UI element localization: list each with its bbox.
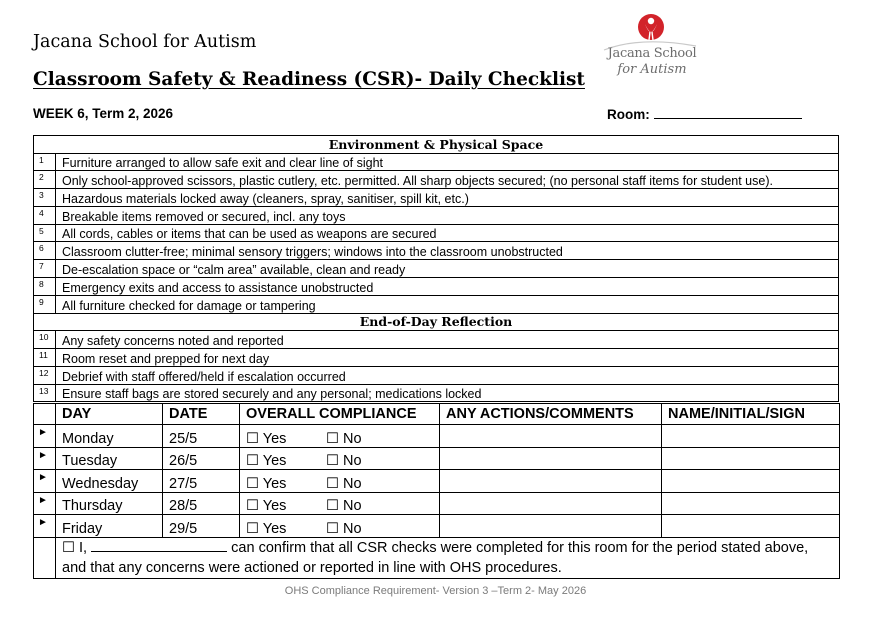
checklist-table [33, 135, 839, 402]
logo-text-line2: for Autism [617, 62, 687, 77]
item-number: 1 [34, 153, 56, 171]
checklist-row[interactable] [34, 331, 839, 349]
room-label: Room: [607, 107, 650, 122]
date-cell: 26/5 [163, 447, 240, 470]
checklist-item-text: De-escalation space or “calm area” available, clean and ready [56, 260, 839, 278]
checklist-row[interactable] [34, 171, 839, 189]
compliance-cell [240, 425, 440, 448]
checklist-row[interactable] [34, 295, 839, 313]
checklist-item-text: Breakable items removed or secured, incl. any toys [56, 206, 839, 224]
item-number: 8 [34, 278, 56, 296]
signature-cell[interactable] [662, 425, 840, 448]
checklist-item-text: All cords, cables or items that can be used as weapons are secured [56, 224, 839, 242]
header-sign: NAME/INITIAL/SIGN [662, 404, 840, 425]
no-checkbox[interactable]: ☐ No [326, 430, 362, 447]
checklist-item-text: Classroom clutter-free; minimal sensory triggers; windows into the classroom unobstructed [56, 242, 839, 260]
actions-comments-cell[interactable] [440, 515, 662, 538]
header-day: DAY [56, 404, 163, 425]
checklist-item-text: Any safety concerns noted and reported [56, 331, 839, 349]
checklist-row[interactable] [34, 189, 839, 207]
day-cell: Wednesday [56, 470, 163, 493]
row-arrow-icon: ► [34, 425, 56, 448]
checklist-row[interactable] [34, 348, 839, 366]
checklist-item-text: Only school-approved scissors, plastic cutlery, etc. permitted. All sharp objects secured; (no personal staff items for student use). [56, 171, 839, 189]
item-number: 6 [34, 242, 56, 260]
environment-section-title: Environment & Physical Space [34, 136, 839, 154]
reflection-section-row [34, 313, 839, 331]
item-number: 9 [34, 295, 56, 313]
daily-log-table [33, 403, 840, 579]
row-arrow-icon: ► [34, 447, 56, 470]
item-number: 11 [34, 348, 56, 366]
day-cell: Thursday [56, 492, 163, 515]
checklist-row[interactable] [34, 366, 839, 384]
signature-cell[interactable] [662, 470, 840, 493]
date-cell: 25/5 [163, 425, 240, 448]
yes-checkbox[interactable]: ☐ Yes [246, 520, 287, 537]
item-number: 2 [34, 171, 56, 189]
item-number: 3 [34, 189, 56, 207]
checklist-row[interactable] [34, 260, 839, 278]
date-cell: 28/5 [163, 492, 240, 515]
log-row [34, 515, 840, 538]
checklist-row[interactable] [34, 206, 839, 224]
signature-cell[interactable] [662, 515, 840, 538]
checklist-item-text: All furniture checked for damage or tampering [56, 295, 839, 313]
signature-cell[interactable] [662, 492, 840, 515]
compliance-cell [240, 492, 440, 515]
yes-checkbox[interactable]: ☐ Yes [246, 430, 287, 447]
school-name: Jacana School for Autism [33, 32, 257, 52]
log-row [34, 492, 840, 515]
no-checkbox[interactable]: ☐ No [326, 498, 362, 515]
checklist-item-text: Debrief with staff offered/held if escalation occurred [56, 366, 839, 384]
confirmation-statement [56, 537, 840, 578]
checklist-item-text: Hazardous materials locked away (cleaners, spray, sanitiser, spill kit, etc.) [56, 189, 839, 207]
compliance-cell [240, 447, 440, 470]
date-cell: 29/5 [163, 515, 240, 538]
item-number: 13 [34, 384, 56, 402]
row-arrow-icon: ► [34, 515, 56, 538]
header-date: DATE [163, 404, 240, 425]
header-actions: ANY ACTIONS/COMMENTS [440, 404, 662, 425]
confirm-text: can confirm that all CSR checks were completed for this room for the period stated above, and that any concerns were actioned or reported in line with OHS procedures. [62, 539, 809, 576]
log-row [34, 425, 840, 448]
checklist-row[interactable] [34, 384, 839, 402]
actions-comments-cell[interactable] [440, 447, 662, 470]
no-checkbox[interactable]: ☐ No [326, 475, 362, 492]
log-header-row [34, 404, 840, 425]
yes-checkbox[interactable]: ☐ Yes [246, 498, 287, 515]
log-row [34, 470, 840, 493]
checklist-row[interactable] [34, 278, 839, 296]
confirm-name-blank[interactable] [91, 538, 227, 552]
item-number: 4 [34, 206, 56, 224]
week-label: WEEK 6, Term 2, 2026 [33, 106, 174, 121]
row-arrow-icon: ► [34, 492, 56, 515]
signature-cell[interactable] [662, 447, 840, 470]
yes-checkbox[interactable]: ☐ Yes [246, 475, 287, 492]
checklist-item-text: Furniture arranged to allow safe exit and clear line of sight [56, 153, 839, 171]
compliance-cell [240, 515, 440, 538]
checklist-row[interactable] [34, 224, 839, 242]
item-number: 7 [34, 260, 56, 278]
school-logo [598, 10, 700, 82]
checklist-item-text: Ensure staff bags are stored securely and any personal; medications locked [56, 384, 839, 402]
no-checkbox[interactable]: ☐ No [326, 520, 362, 537]
checklist-item-text: Room reset and prepped for next day [56, 348, 839, 366]
actions-comments-cell[interactable] [440, 492, 662, 515]
item-number: 12 [34, 366, 56, 384]
item-number: 10 [34, 331, 56, 349]
footer-note: OHS Compliance Requirement- Version 3 –Term 2- May 2026 [284, 585, 587, 597]
checklist-row[interactable] [34, 153, 839, 171]
item-number: 5 [34, 224, 56, 242]
day-cell: Friday [56, 515, 163, 538]
day-cell: Tuesday [56, 447, 163, 470]
date-cell: 27/5 [163, 470, 240, 493]
reflection-section-title: End-of-Day Reflection [34, 313, 839, 331]
confirm-checkbox[interactable]: ☐ I, [62, 539, 88, 556]
checklist-item-text: Emergency exits and access to assistance unobstructed [56, 278, 839, 296]
yes-checkbox[interactable]: ☐ Yes [246, 453, 287, 470]
checklist-row[interactable] [34, 242, 839, 260]
row-arrow-icon: ► [34, 470, 56, 493]
compliance-cell [240, 470, 440, 493]
log-header-blank [34, 404, 56, 425]
room-blank-line[interactable] [654, 106, 802, 119]
no-checkbox[interactable]: ☐ No [326, 453, 362, 470]
document-title: Classroom Safety & Readiness (CSR)- Daily Checklist [33, 69, 585, 90]
confirmation-row [34, 537, 840, 578]
environment-section-row [34, 136, 839, 154]
confirmation-blank [34, 537, 56, 578]
room-field[interactable] [607, 106, 802, 122]
actions-comments-cell[interactable] [440, 425, 662, 448]
day-cell: Monday [56, 425, 163, 448]
header-compliance: OVERALL COMPLIANCE [240, 404, 440, 425]
log-row [34, 447, 840, 470]
actions-comments-cell[interactable] [440, 470, 662, 493]
logo-text-line1: Jacana School [607, 46, 697, 61]
